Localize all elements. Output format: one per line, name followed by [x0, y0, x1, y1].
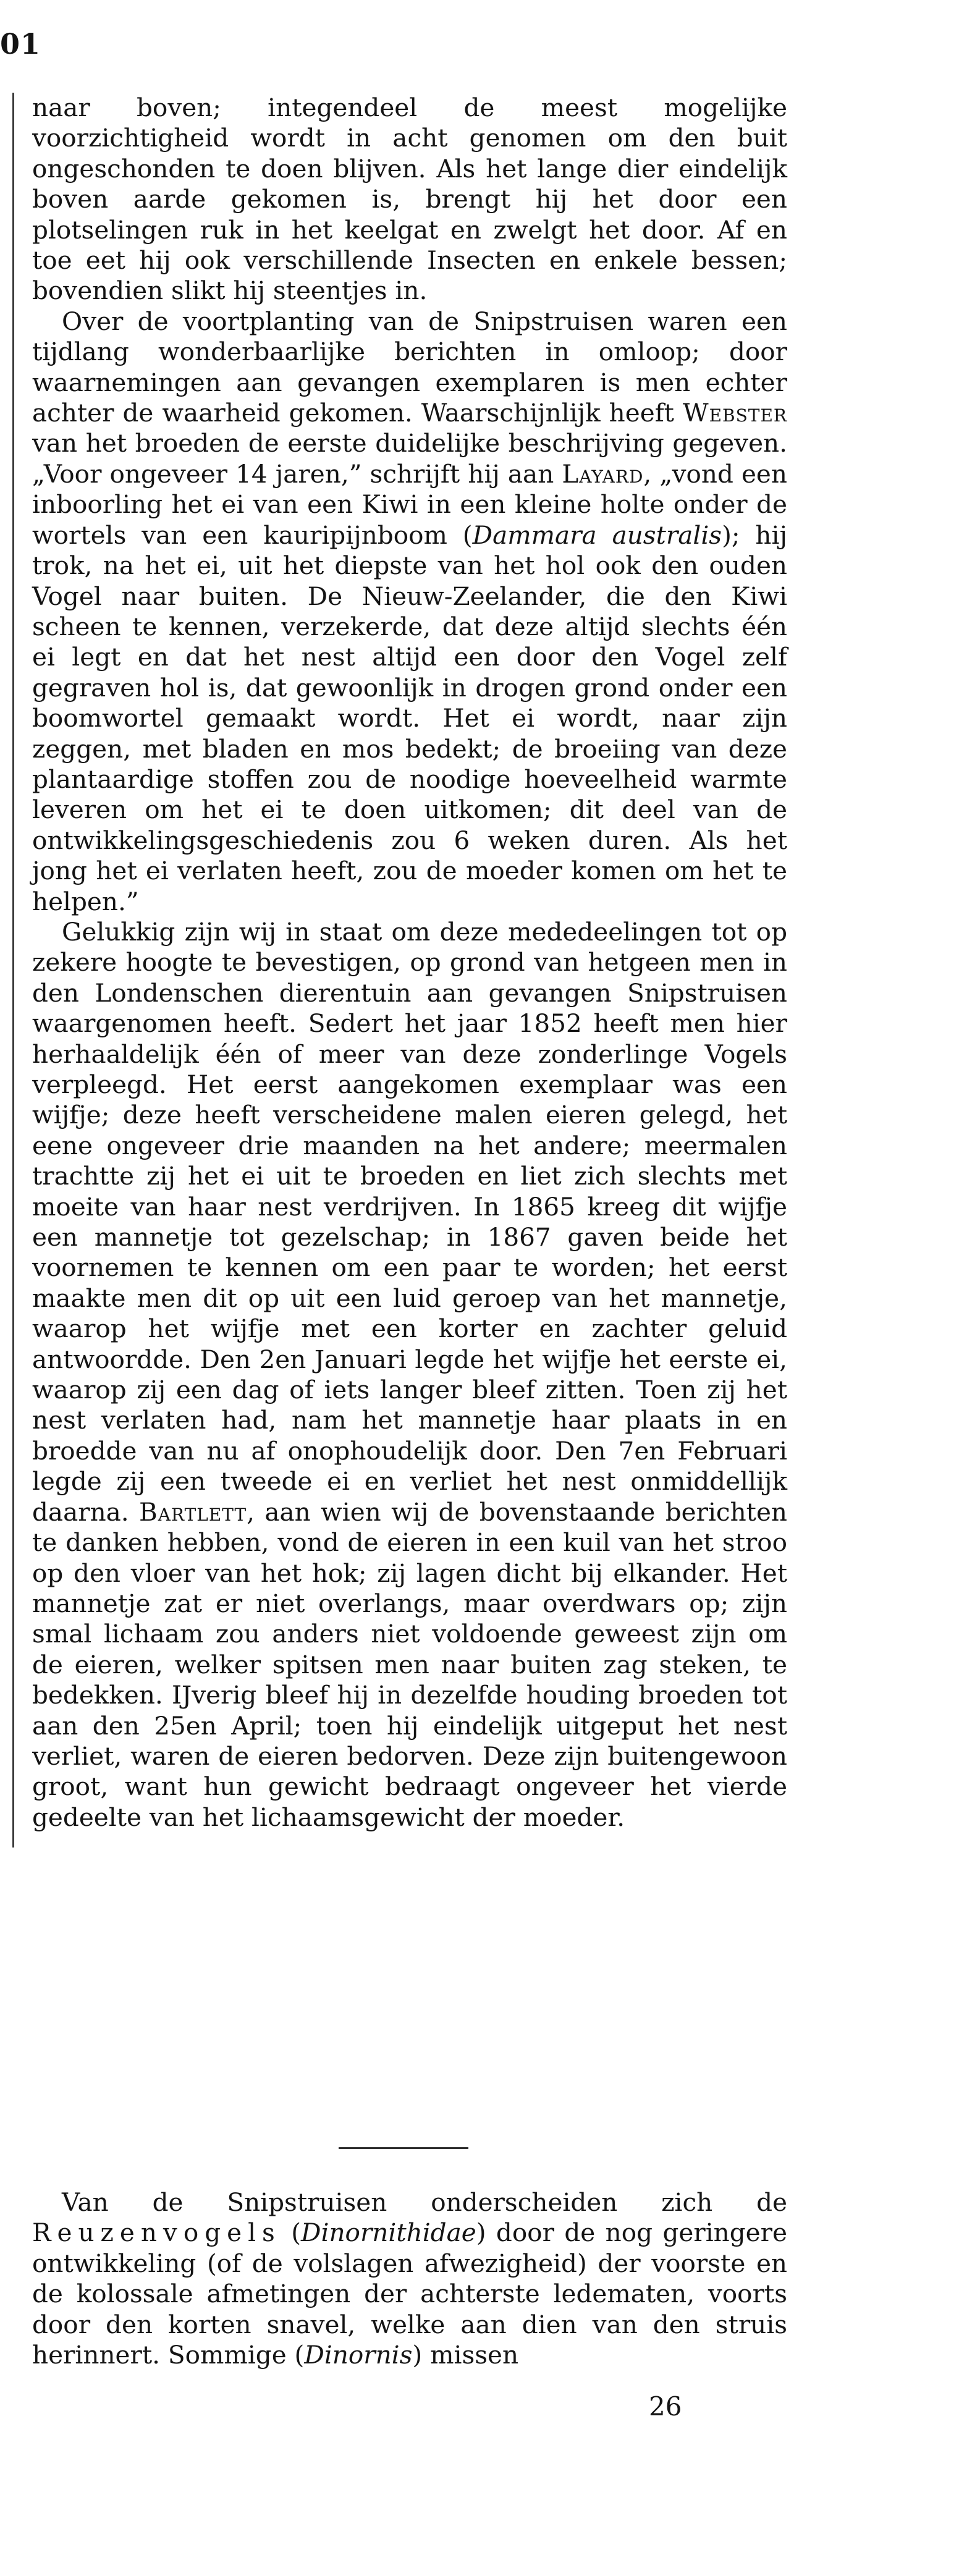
- paragraph-4-text: Van de Snipstruisen onderscheiden zich de: [62, 2187, 787, 2217]
- paragraph-4-text: ) door de nog geringere ontwikkeling (of de volslagen afwezigheid) der voorste en de kolossale afmetingen der achterste ledematen, voorts door den korten snavel, welke aan dien van den struis herinnert. Sommige (: [32, 2218, 787, 2370]
- page-number: 01: [0, 27, 41, 61]
- section-divider: [339, 2147, 468, 2149]
- paragraph-4-text: ) missen: [412, 2340, 519, 2370]
- margin-rule: [12, 93, 14, 1848]
- latin-name: Dinornis: [304, 2340, 413, 2370]
- author-layard: Layard: [562, 458, 644, 489]
- paragraph-2-text: ); hij trok, na het ei, uit het diepste van het hol ook den ouden Vogel naar buiten. De Nieuw-Zeelander, die den Kiwi scheen te kennen, verzekerde, dat deze altijd slechts één ei legt en dat het nest altijd een door den Vogel zelf gegraven hol is, dat gewoonlijk in drogen grond onder een boomwortel gemaakt wordt. Het ei wordt, naar zijn zeggen, met bladen en mos bedekt; de broeiing van deze plantaardige stoffen zou de noodige hoeveelheid warmte leveren om het ei te doen uitkomen; dit deel van de ontwikkelingsgeschiedenis zou 6 weken duren. Als het jong het ei verlaten heeft, zou de moeder komen om het te helpen.”: [32, 520, 788, 916]
- paragraph-4-text: (: [281, 2218, 302, 2248]
- signature-mark: 26: [649, 2391, 682, 2422]
- author-bartlett: Bartlett: [139, 1497, 247, 1527]
- paragraph-4: [32, 2187, 787, 2370]
- paragraph-3: [32, 917, 787, 1833]
- latin-name: Dammara australis: [472, 520, 722, 550]
- paragraph-3-text: Gelukkig zijn wij in staat om deze mededeelingen tot op zekere hoogte te bevestigen, op grond van hetgeen men in den Londenschen dierentuin aan gevangen Snipstruisen waargenomen heeft. Sedert het jaar 1852 heeft men hier herhaaldelijk één of meer van deze zonderlinge Vogels verpleegd. Het eerst aangekomen exemplaar was een wijfje; deze heeft verscheidene malen eieren gelegd, het eene ongeveer drie maanden na het andere; meermalen trachtte zij het ei uit te broeden en liet zich slechts met moeite van haar nest verdrijven. In 1865 kreeg dit wijfje een mannetje tot gezelschap; in 1867 gaven beide het voornemen te kennen om een paar te worden; het eerst maakte men dit op uit een luid geroep van het mannetje, waarop het wijfje met een korter en zachter geluid antwoordde. Den 2en Januari legde het wijfje het eerste ei, waarop zij een dag of iets langer bleef zitten. Toen zij het nest verlaten had, nam het mannetje haar plaats in en broedde van nu af onophoudelijk door. Den 7en Februari legde zij een tweede ei en verliet het nest onmiddellijk daarna.: [32, 916, 787, 1527]
- paragraph-2-text: Over de voortplanting van de Snipstruisen waren een tijdlang wonderbaarlijke berichten in omloop; door waarnemingen aan gevangen exemplaren is men echter achter de waarheid gekomen. Waarschijnlijk heeft: [32, 306, 787, 428]
- paragraph-2-text: , „vond een inboorling het ei van een Kiwi in een kleine holte onder de wortels van een kauripijnboom (: [32, 458, 787, 550]
- latin-name: Dinornithidae: [301, 2218, 476, 2248]
- paragraph-1: naar boven; integendeel de meest mogelijke voorzichtigheid wordt in acht genomen om den buit ongeschonden te doen blijven. Als het lange dier eindelijk boven aarde gekomen is, brengt hij het door een plotselingen ruk in het keelgat en zwelgt het door. Af en toe eet hij ook verschillende Insecten en enkele bessen; bovendien slikt hij steentjes in.: [32, 93, 787, 306]
- text-column: [32, 93, 787, 1833]
- text-column-2: [32, 2187, 787, 2370]
- paragraph-3-text: , aan wien wij de bovenstaande berichten te danken hebben, vond de eieren in een kuil van het stroo op den vloer van het hok; zij lagen dicht bij elkander. Het mannetje zat er niet overlangs, maar overdwars op; zijn smal lichaam zou anders niet voldoende geweest zijn om de eieren, welker spitsen men naar buiten zag steken, te bedekken. IJverig bleef hij in dezelfde houding broeden tot aan den 25en April; toen hij eindelijk uitgeput het nest verliet, waren de eieren bedorven. Deze zijn buitengewoon groot, want hun gewicht bedraagt ongeveer het vierde gedeelte van het lichaamsgewicht der moeder.: [32, 1497, 787, 1832]
- author-webster: Webster: [682, 398, 787, 428]
- paragraph-2-text: van het broeden de eerste duidelijke beschrijving gegeven. „Voor ongeveer 14 jaren,” schrijft hij aan: [32, 428, 787, 489]
- paragraph-2: [32, 306, 787, 917]
- term-reuzenvogels: Reuzenvogels: [32, 2218, 281, 2248]
